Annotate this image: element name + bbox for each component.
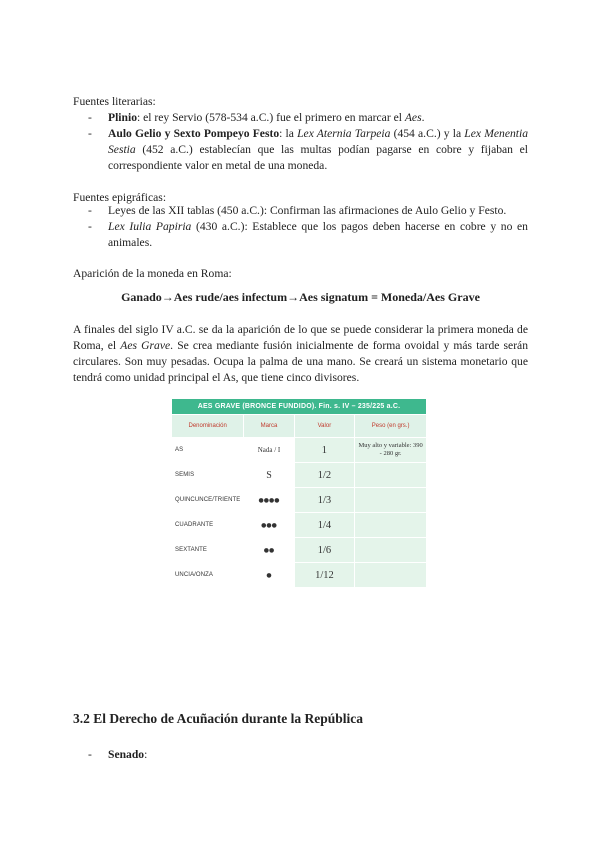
- list-item: [88, 126, 528, 174]
- item-text: : el rey Servio (578-534 a.C.) fue el primero en marcar el: [137, 111, 405, 124]
- item-text: (430 a.C.): Establece que los pagos deben hacerse en cobre y no en animales.: [108, 220, 528, 249]
- denomination-cell: AS: [172, 438, 244, 463]
- table-header-row: [172, 415, 427, 438]
- literary-list: [88, 110, 528, 174]
- value-cell: 1/3: [294, 488, 355, 513]
- source-name: Plinio: [108, 111, 137, 124]
- mark-cell: S: [244, 463, 294, 488]
- mark-cell: ●: [244, 563, 294, 588]
- paragraph-text: A finales del siglo IV a.C. se da la aparición de lo que se puede considerar la primera moneda de Roma, el: [73, 323, 528, 352]
- paragraph-text: . Se crea mediante fusión inicialmente de forma ovoidal y más tarde serán circulares. Son muy pesadas. Ocupa la palma de una mano. Se creará un sistema monetario que tendrá como unidad principal el As, que tiene cinco divisores.: [73, 339, 528, 384]
- item-text: .: [421, 111, 425, 124]
- value-cell: 1/2: [294, 463, 355, 488]
- item-text: :: [144, 748, 148, 761]
- weight-cell: Muy alto y variable: 390 - 280 gr.: [355, 438, 427, 463]
- item-text: (454 a.C.) y la: [390, 127, 465, 140]
- section-heading: 3.2 El Derecho de Acuñación durante la República: [73, 711, 364, 726]
- table-row: [172, 538, 427, 563]
- literary-heading: Fuentes literarias:: [73, 95, 156, 108]
- item-italic: Lex Menentia Sestia: [108, 127, 529, 156]
- table-row: [172, 488, 427, 513]
- denomination-cell: UNCIA/ONZA: [172, 563, 244, 588]
- list-dash: -: [88, 111, 92, 124]
- table-row: [172, 563, 427, 588]
- column-header: Marca: [244, 415, 294, 438]
- weight-cell: [355, 488, 427, 513]
- value-cell: 1/12: [294, 563, 355, 588]
- list-item: [88, 110, 528, 126]
- table-row: [172, 463, 427, 488]
- denomination-cell: SEMIS: [172, 463, 244, 488]
- item-text: Leyes de las XII tablas (450 a.C.): Confirman las afirmaciones de Aulo Gelio y Festo.: [108, 204, 507, 217]
- formula: Ganado→Aes rude/aes infectum→Aes signatum = Moneda/Aes Grave: [121, 290, 480, 304]
- list-dash: -: [88, 748, 92, 761]
- weight-cell: [355, 538, 427, 563]
- weight-cell: [355, 463, 427, 488]
- paragraph-italic: Aes Grave: [120, 339, 171, 352]
- mark-cell: ●●: [244, 538, 294, 563]
- item-italic: Aes: [404, 111, 422, 124]
- list-dash: -: [88, 127, 92, 140]
- denomination-cell: QUINCUNCE/TRIENTE: [172, 488, 244, 513]
- table-row: [172, 438, 427, 463]
- table-title: AES GRAVE (BRONCE FUNDIDO). Fin. s. IV – 235/225 a.C.: [172, 399, 427, 415]
- item-italic: Lex Aternia Tarpeia: [297, 127, 391, 140]
- epigraphic-heading: Fuentes epigráficas:: [73, 191, 167, 204]
- value-cell: 1/6: [294, 538, 355, 563]
- denomination-cell: SEXTANTE: [172, 538, 244, 563]
- weight-cell: [355, 563, 427, 588]
- mark-cell: ●●●●: [244, 488, 294, 513]
- mark-cell: Nada / I: [244, 438, 294, 463]
- appearance-paragraph: [73, 322, 528, 386]
- item-text: : la: [279, 127, 298, 140]
- source-name: Aulo Gelio y Sexto Pompeyo Festo: [108, 127, 280, 140]
- appearance-heading: Aparición de la moneda en Roma:: [73, 267, 232, 280]
- column-header: Valor: [294, 415, 355, 438]
- mark-cell: ●●●: [244, 513, 294, 538]
- list-dash: -: [88, 204, 92, 217]
- list-dash: -: [88, 220, 92, 233]
- senado-label: Senado: [108, 748, 145, 761]
- epigraphic-list: [88, 203, 528, 251]
- list-item: [88, 747, 147, 763]
- value-cell: 1/4: [294, 513, 355, 538]
- denomination-cell: CUADRANTE: [172, 513, 244, 538]
- column-header: Denominación: [172, 415, 244, 438]
- value-cell: 1: [294, 438, 355, 463]
- list-item: [88, 203, 528, 219]
- column-header: Peso (en grs.): [355, 415, 427, 438]
- weight-cell: [355, 513, 427, 538]
- table-row: [172, 513, 427, 538]
- item-text: (452 a.C.) establecían que las multas podían pagarse en cobre y fijaban el correspondiente valor en metal de una moneda.: [108, 143, 528, 172]
- aes-grave-table: [171, 398, 427, 588]
- list-item: [88, 219, 528, 251]
- item-italic: Lex Iulia Papiria: [108, 220, 192, 233]
- table-title-row: [172, 399, 427, 415]
